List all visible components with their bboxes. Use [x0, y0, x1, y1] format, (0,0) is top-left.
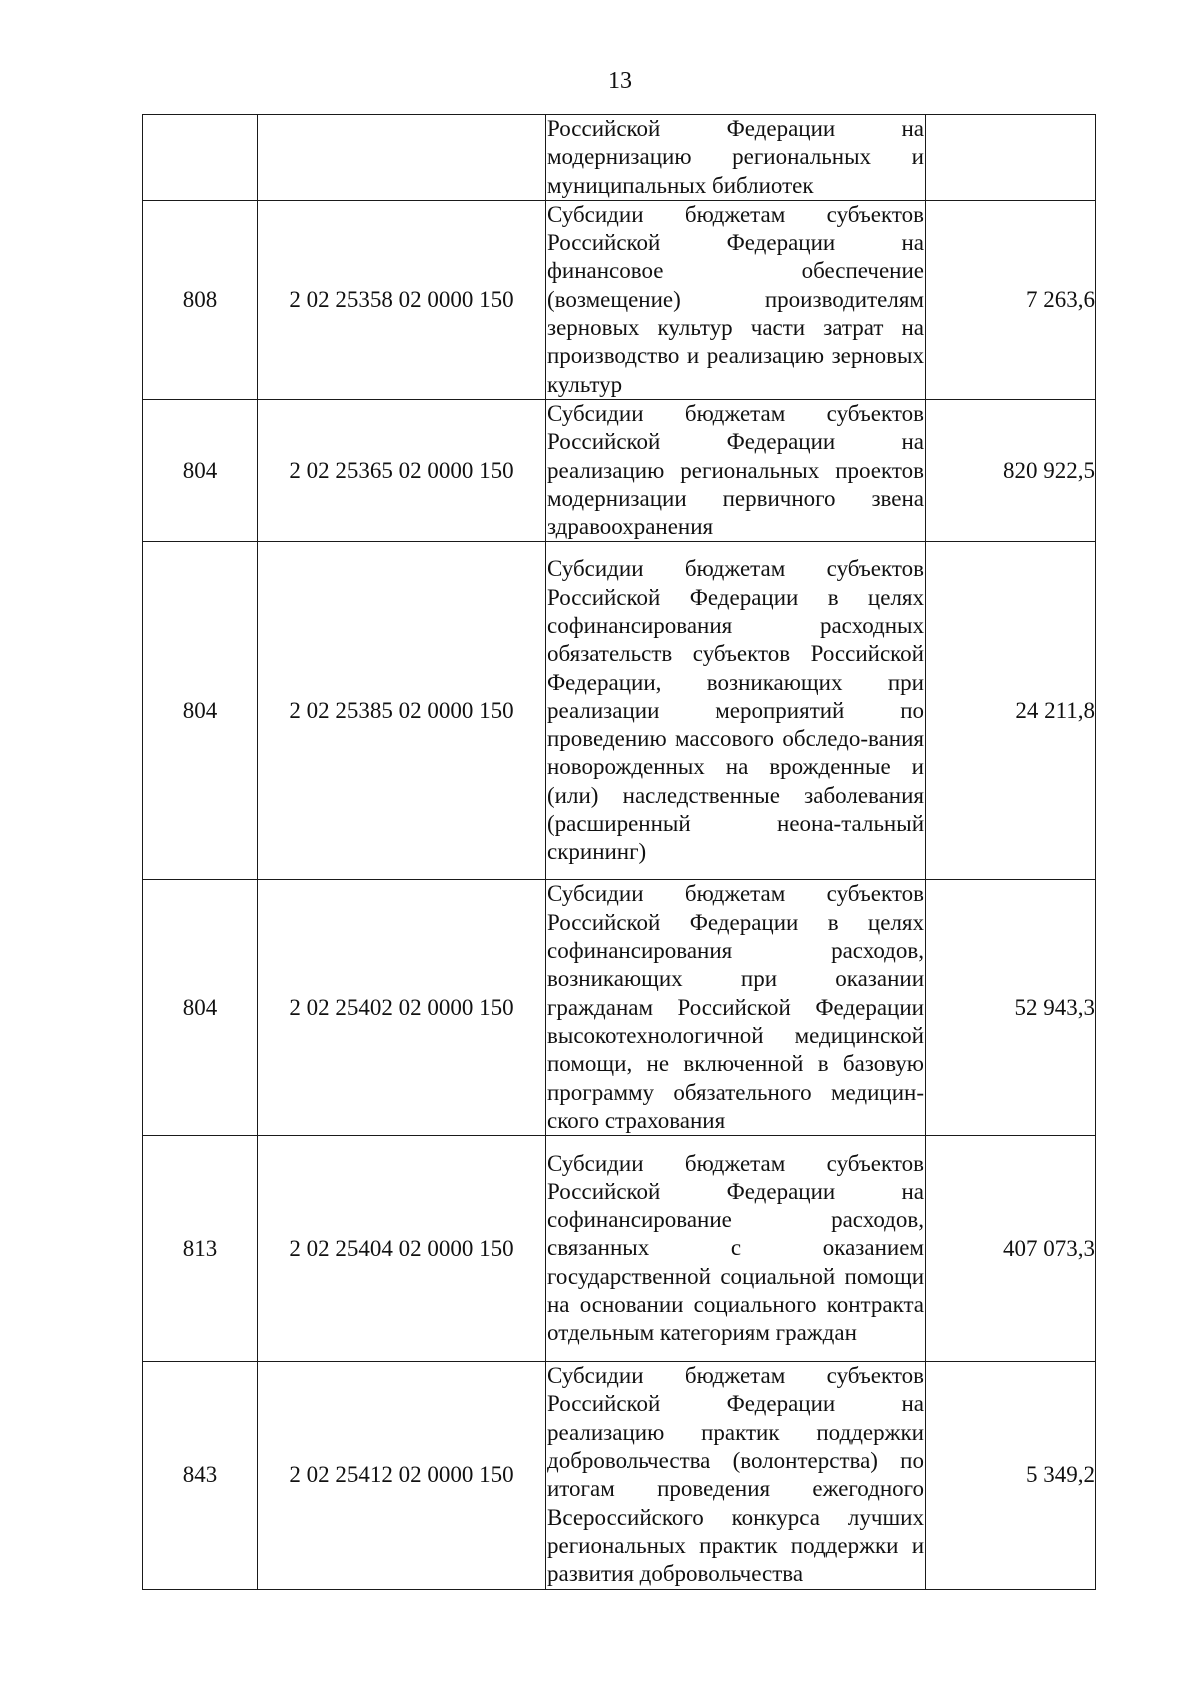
- description-text: Субсидии бюджетам субъектов Российской Федерации на реализацию региональных проектов модернизации первичного звена здравоохранения: [547, 400, 924, 540]
- kbk-code-cell: 2 02 25365 02 0000 150: [258, 399, 546, 541]
- description-cell: [546, 1136, 926, 1362]
- admin-code-cell: [143, 115, 258, 201]
- admin-code-cell: 808: [143, 200, 258, 399]
- kbk-code-cell: 2 02 25402 02 0000 150: [258, 880, 546, 1136]
- description-text: Субсидии бюджетам субъектов Российской Федерации на реализацию практик поддержки добровольчества (волонтерства) по итогам проведения ежегодного Всероссийского конкурса лучших региональных практик поддержки и развития добровольчества: [547, 1363, 924, 1587]
- kbk-code-cell: 2 02 25412 02 0000 150: [258, 1362, 546, 1589]
- description-cell: [546, 542, 926, 880]
- amount-cell: 5 349,2: [926, 1362, 1096, 1589]
- description-text: Субсидии бюджетам субъектов Российской Федерации в целях софинансирования расходов, возникающих при оказании гражданам Российской Федерации высокотехнологичной медицинской помощи, не включенной в базовую программу обязательного медицин-ского страхования: [547, 881, 924, 1133]
- table-row: [143, 1136, 1096, 1362]
- description-text: Субсидии бюджетам субъектов Российской Федерации на софинансирование расходов, связанных с оказанием государственной социальной помощи на основании социального контракта отдельным категориям граждан: [547, 1150, 924, 1346]
- amount-cell: 407 073,3: [926, 1136, 1096, 1362]
- admin-code-cell: 804: [143, 399, 258, 541]
- description-text: Российской Федерации на модернизацию региональных и муниципальных библиотек: [547, 116, 924, 198]
- description-text: Субсидии бюджетам субъектов Российской Федерации на финансовое обеспечение (возмещение) производителям зерновых культур части затрат на производство и реализацию зерновых культур: [547, 201, 924, 397]
- description-cell: [546, 115, 926, 201]
- description-cell: [546, 399, 926, 541]
- amount-cell: 7 263,6: [926, 200, 1096, 399]
- table-row: [143, 880, 1096, 1136]
- description-text: Субсидии бюджетам субъектов Российской Федерации в целях софинансирования расходных обязательств субъектов Российской Федерации, возникающих при реализации мероприятий по проведению массового обследо-вания новорожденных на врожденные и (или) наследственные заболевания (расширенный неона-тальный скрининг): [547, 556, 924, 865]
- description-cell: [546, 200, 926, 399]
- amount-cell: [926, 115, 1096, 201]
- table-row: [143, 399, 1096, 541]
- table-row: [143, 200, 1096, 399]
- kbk-code-cell: 2 02 25358 02 0000 150: [258, 200, 546, 399]
- table-row: [143, 542, 1096, 880]
- table-row: [143, 1362, 1096, 1589]
- kbk-code-cell: 2 02 25385 02 0000 150: [258, 542, 546, 880]
- amount-cell: 820 922,5: [926, 399, 1096, 541]
- description-cell: [546, 1362, 926, 1589]
- amount-cell: 52 943,3: [926, 880, 1096, 1136]
- page-number: 13: [608, 68, 632, 94]
- kbk-code-cell: 2 02 25404 02 0000 150: [258, 1136, 546, 1362]
- budget-revenue-table: [142, 114, 1096, 1590]
- table-row: [143, 115, 1096, 201]
- description-cell: [546, 880, 926, 1136]
- amount-cell: 24 211,8: [926, 542, 1096, 880]
- admin-code-cell: 843: [143, 1362, 258, 1589]
- admin-code-cell: 804: [143, 880, 258, 1136]
- admin-code-cell: 804: [143, 542, 258, 880]
- kbk-code-cell: [258, 115, 546, 201]
- admin-code-cell: 813: [143, 1136, 258, 1362]
